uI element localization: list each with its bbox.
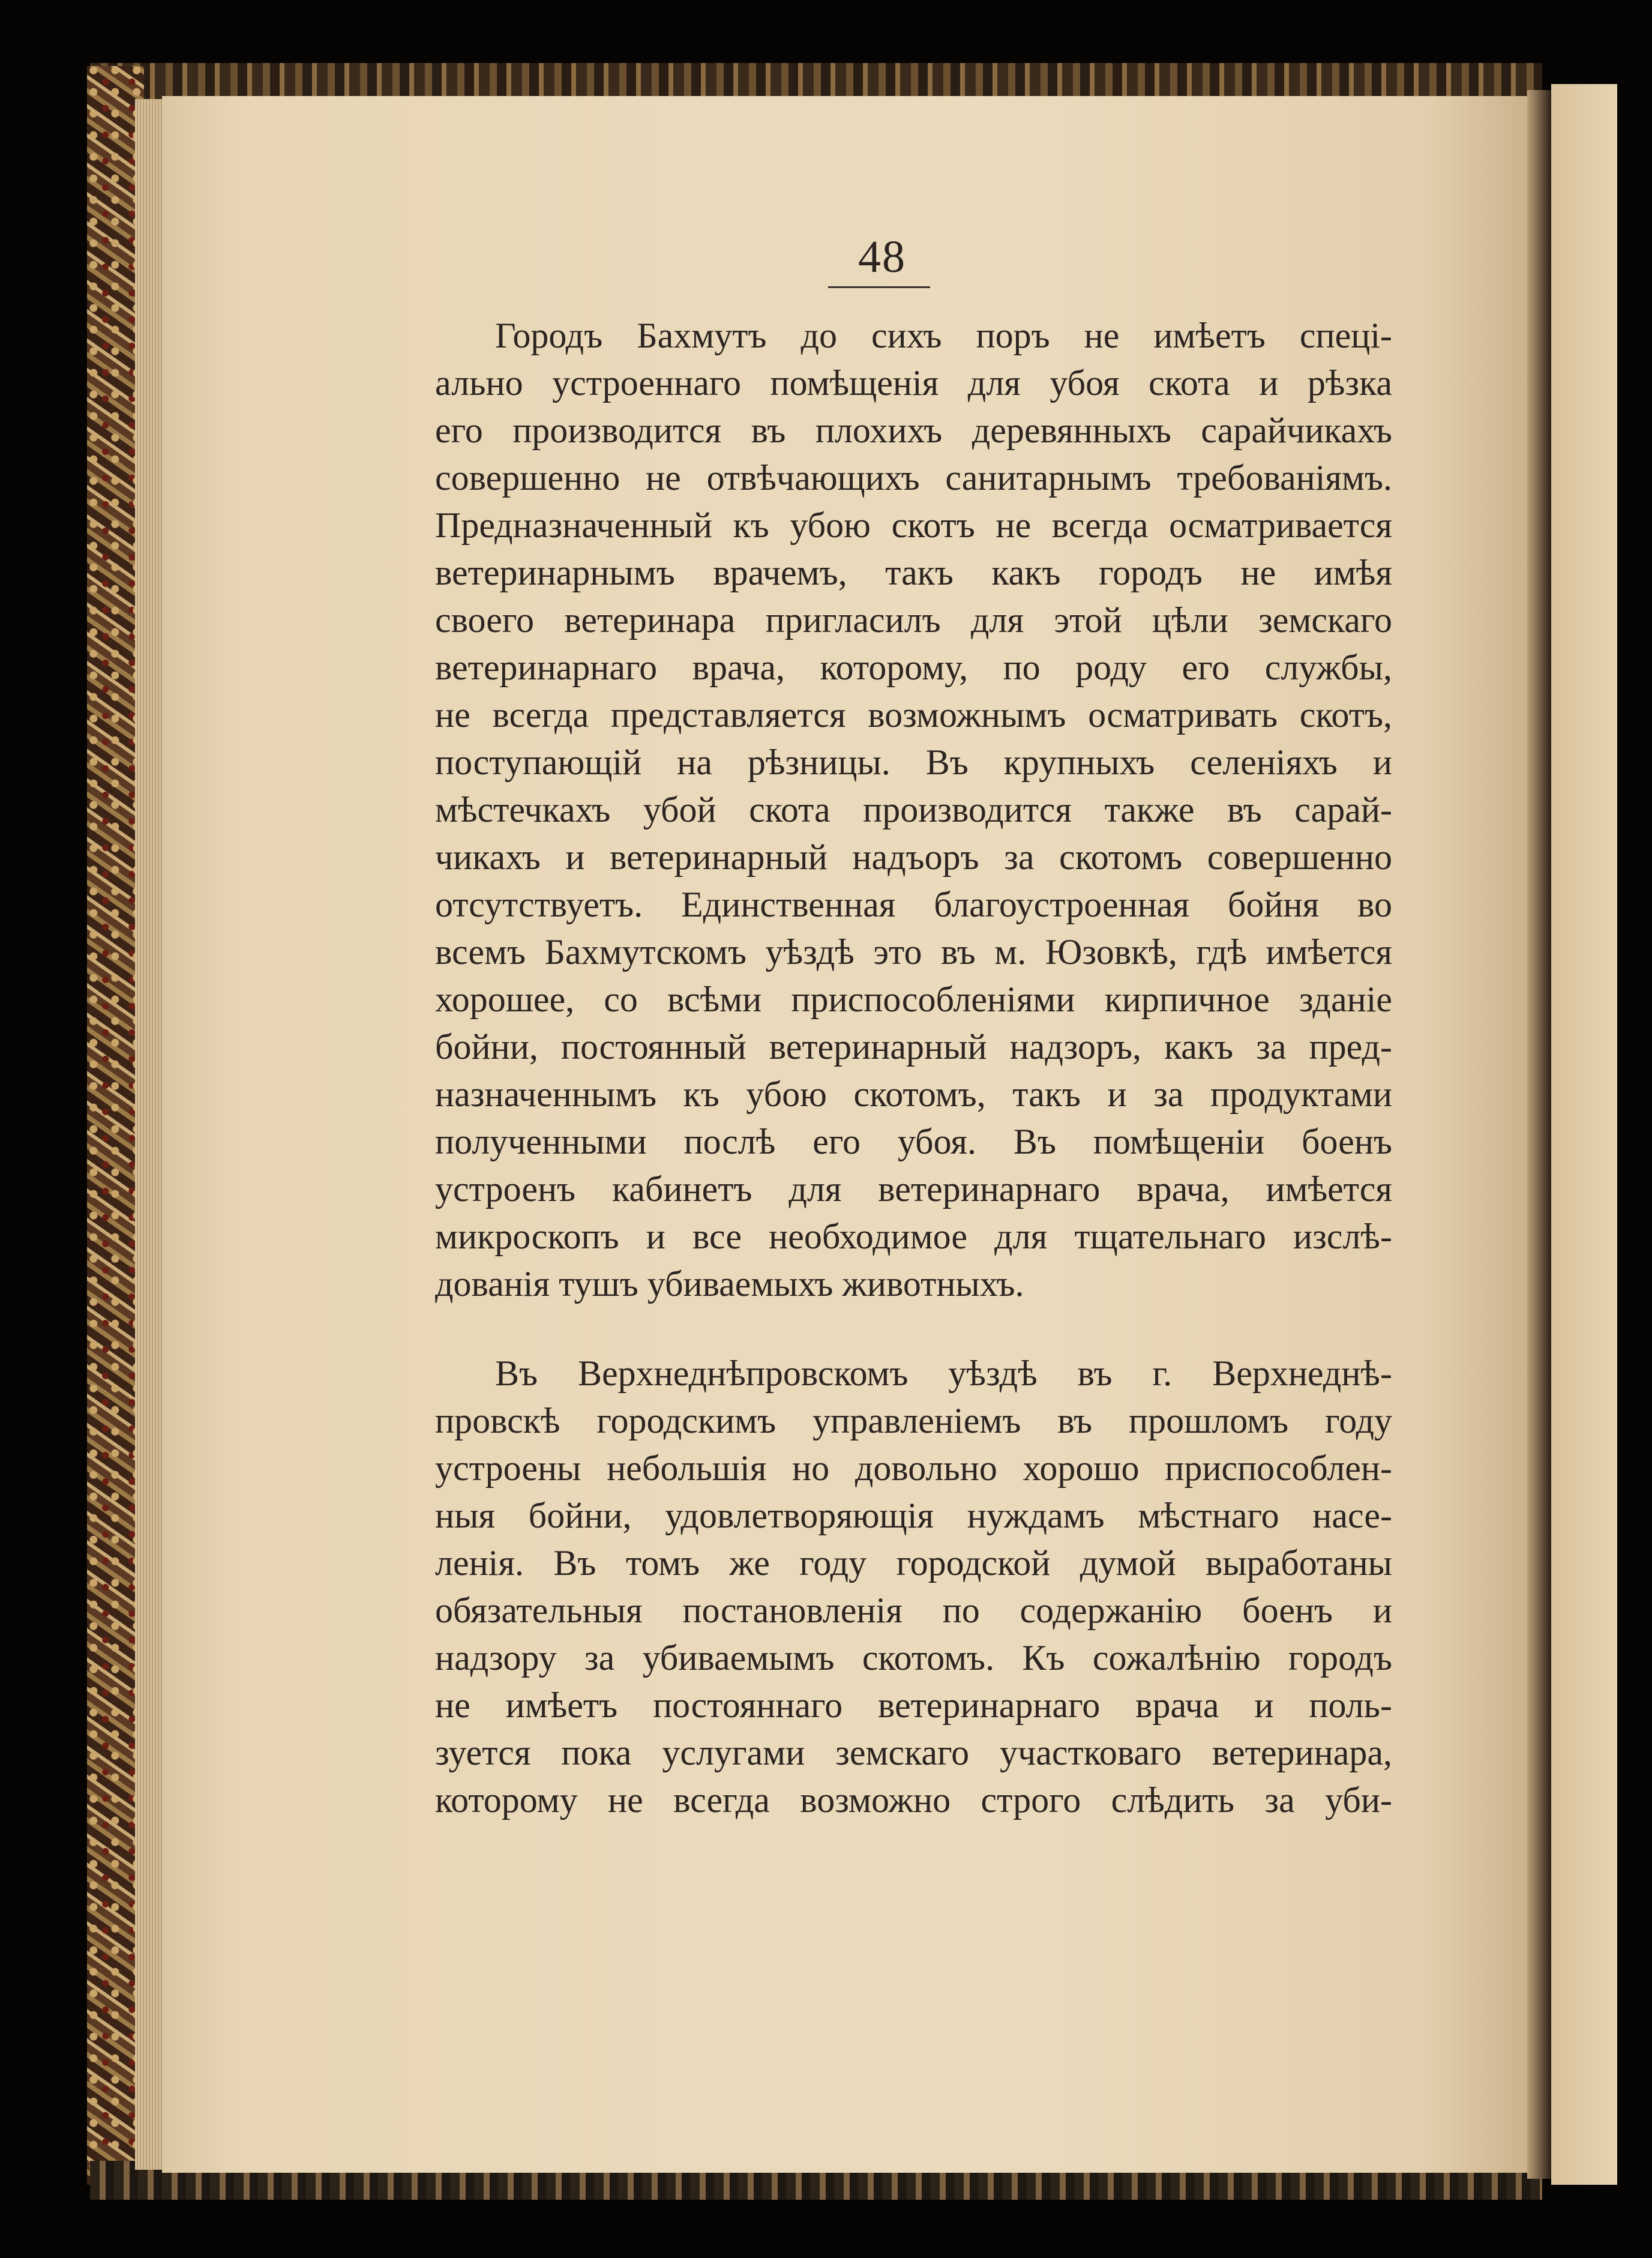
text-line: полученными послѣ его убоя. Въ помѣщеніи боенъ — [435, 1122, 1392, 1161]
text-line: поступающій на рѣзницы. Въ крупныхъ селеніяхъ и — [435, 742, 1392, 782]
text-line: своего ветеринара пригласилъ для этой цѣли земскаго — [435, 600, 1392, 640]
text-line: его производится въ плохихъ деревянныхъ сарайчикахъ — [435, 411, 1392, 450]
text-line: всемъ Бахмутскомъ уѣздѣ это въ м. Юзовкѣ, гдѣ имѣется — [435, 932, 1392, 972]
text-line: Городъ Бахмутъ до сихъ поръ не имѣетъ спеці- — [495, 316, 1392, 355]
text-line: зуется пока услугами земскаго участковаго ветеринара, — [435, 1733, 1392, 1772]
text-line: мѣстечкахъ убой скота производится также въ сарай- — [435, 790, 1392, 829]
page-number: 48 — [858, 232, 906, 282]
text-line: ленія. Въ томъ же году городской думой выработаны — [435, 1543, 1392, 1583]
page-number-rule — [828, 286, 930, 288]
text-line: которому не всегда возможно строго слѣдить за уби- — [435, 1780, 1392, 1820]
text-line: устроены небольшія но довольно хорошо приспособлен- — [435, 1448, 1392, 1488]
text-line: обязательныя постановленія по содержанію боенъ и — [435, 1591, 1392, 1630]
text-line: совершенно не отвѣчающихъ санитарнымъ требованіямъ. — [435, 458, 1392, 498]
text-line: устроенъ кабинетъ для ветеринарнаго врача, имѣется — [435, 1169, 1392, 1209]
text-line: Въ Верхнеднѣпровскомъ уѣздѣ въ г. Верхнеднѣ- — [495, 1353, 1392, 1393]
body-text — [435, 312, 1392, 1824]
text-line: ветеринарнымъ врачемъ, такъ какъ городъ не имѣя — [435, 553, 1392, 592]
text-line: дованія тушъ убиваемыхъ животныхъ. — [435, 1264, 1024, 1304]
paragraph-1 — [435, 312, 1392, 1308]
page-gutter — [1527, 90, 1551, 2179]
text-line: ветеринарнаго врача, которому, по роду его службы, — [435, 648, 1392, 687]
facing-page-edge — [1551, 84, 1617, 2185]
text-line: бойни, постоянный ветеринарный надзоръ, какъ за пред- — [435, 1027, 1392, 1067]
text-line: не имѣетъ постояннаго ветеринарнаго врача и поль- — [435, 1685, 1392, 1725]
text-line: назначеннымъ къ убою скотомъ, такъ и за продуктами — [435, 1074, 1392, 1114]
text-line: микроскопъ и все необходимое для тщательнаго изслѣ- — [435, 1217, 1392, 1256]
text-line: провскѣ городскимъ управленіемъ въ прошломъ году — [435, 1401, 1392, 1441]
text-line: ныя бойни, удовлетворяющія нуждамъ мѣстнаго насе- — [435, 1496, 1392, 1535]
text-line: Предназначенный къ убою скотъ не всегда осматривается — [435, 505, 1392, 545]
text-line: ально устроеннаго помѣщенія для убоя скота и рѣзка — [435, 363, 1392, 403]
text-line: отсутствуетъ. Единственная благоустроенная бойня во — [435, 885, 1392, 924]
paragraph-2 — [435, 1350, 1392, 1824]
text-line: не всегда представляется возможнымъ осматривать скотъ, — [435, 695, 1392, 735]
text-line: хорошее, со всѣми приспособленіями кирпичное зданіе — [435, 980, 1392, 1019]
text-line: надзору за убиваемымъ скотомъ. Къ сожалѣнію городъ — [435, 1638, 1392, 1678]
text-line: чикахъ и ветеринарный надъоръ за скотомъ совершенно — [435, 837, 1392, 877]
